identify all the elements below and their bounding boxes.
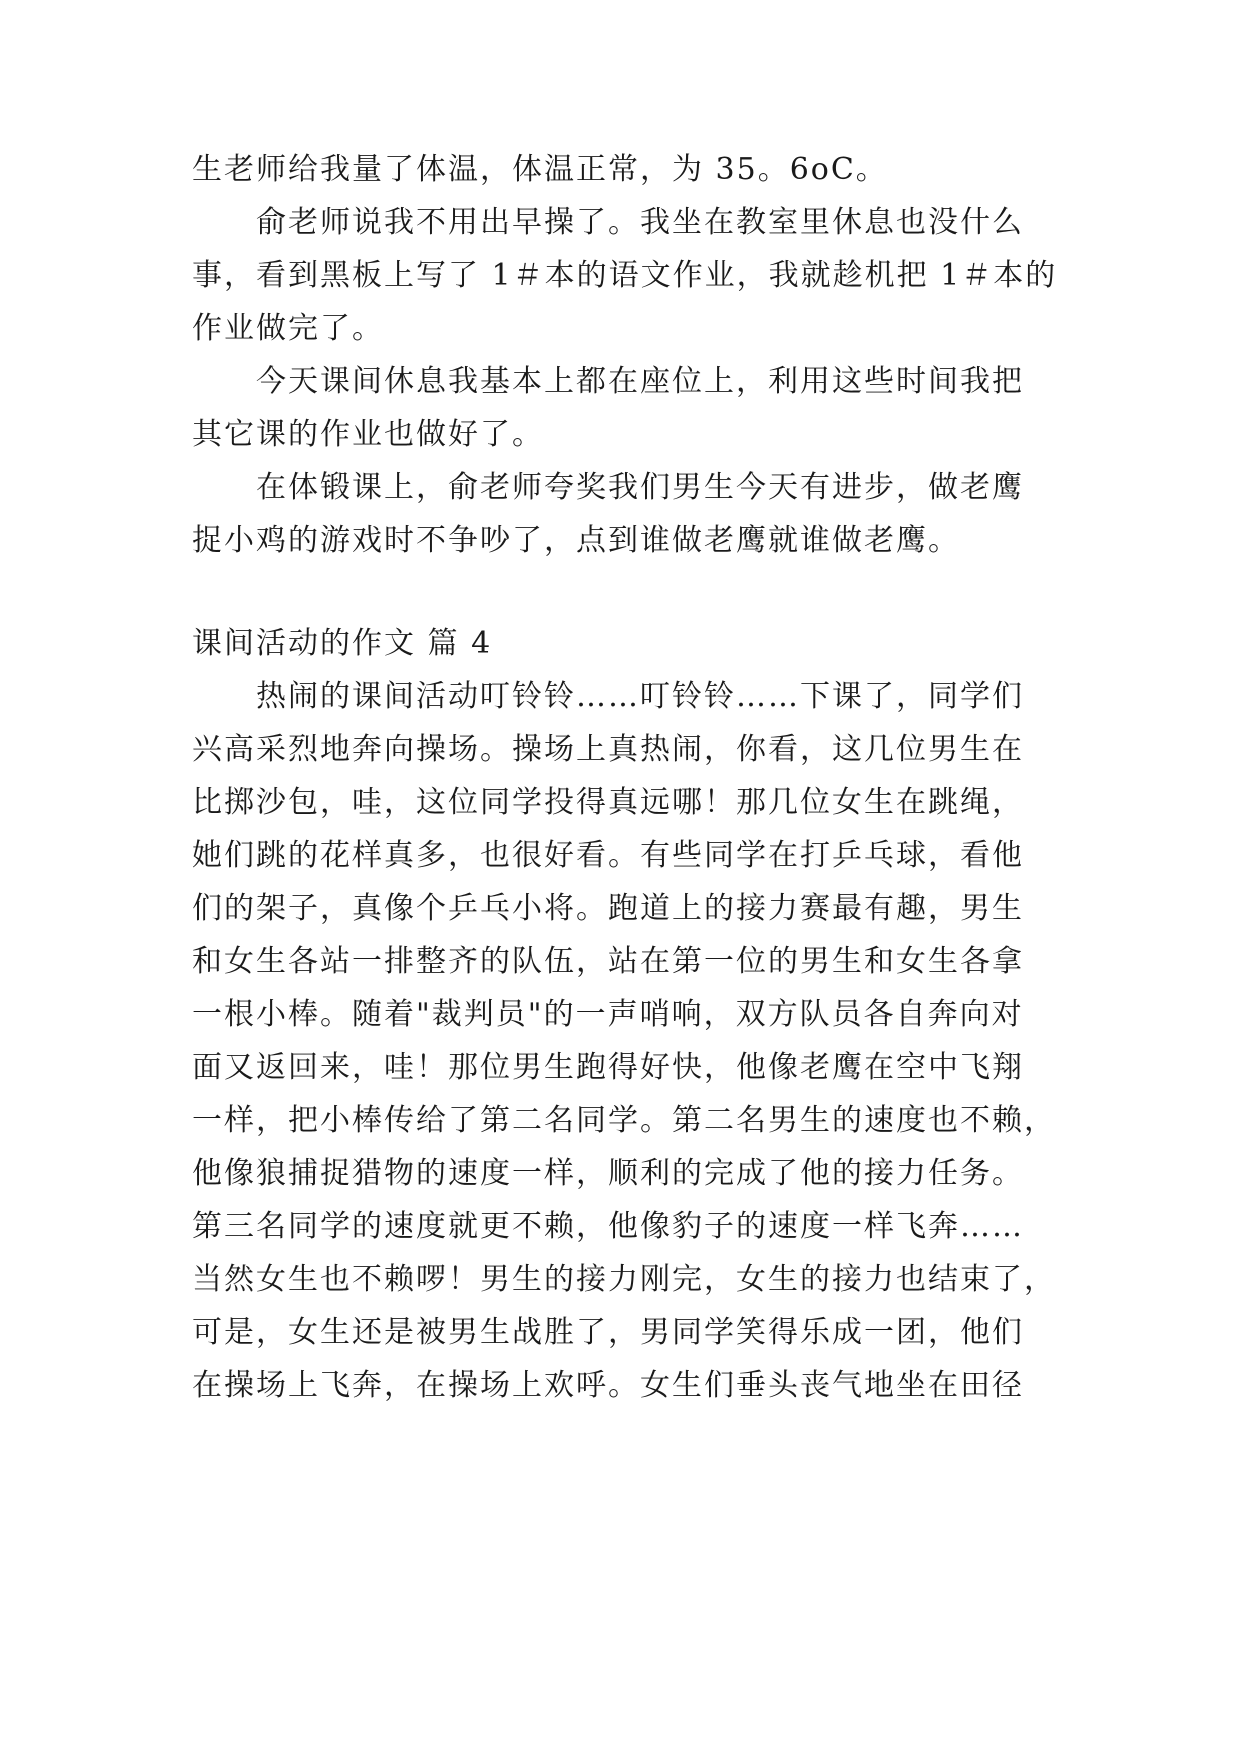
paragraph-line: 兴高采烈地奔向操场。操场上真热闹，你看，这几位男生在 <box>192 732 1024 767</box>
paragraph-line: 她们跳的花样真多，也很好看。有些同学在打乒乓球，看他 <box>192 838 1024 873</box>
paragraph-line: 可是，女生还是被男生战胜了，男同学笑得乐成一团，他们 <box>192 1315 1024 1350</box>
paragraph-line: 当然女生也不赖啰！男生的接力刚完，女生的接力也结束了， <box>192 1262 1056 1297</box>
paragraph-line: 和女生各站一排整齐的队伍，站在第一位的男生和女生各拿 <box>192 944 1024 979</box>
paragraph-line: 生老师给我量了体温，体温正常，为 35。6oC。 <box>192 152 888 187</box>
paragraph-line: 一样，把小棒传给了第二名同学。第二名男生的速度也不赖， <box>192 1103 1056 1138</box>
paragraph-line: 其它课的作业也做好了。 <box>192 417 544 452</box>
paragraph-line: 俞老师说我不用出早操了。我坐在教室里休息也没什么 <box>256 205 1024 240</box>
paragraph-line: 他像狼捕捉猎物的速度一样，顺利的完成了他的接力任务。 <box>192 1156 1024 1191</box>
paragraph-line: 事，看到黑板上写了 1＃本的语文作业，我就趁机把 1＃本的 <box>192 258 1058 293</box>
paragraph-line: 在操场上飞奔，在操场上欢呼。女生们垂头丧气地坐在田径 <box>192 1368 1024 1403</box>
paragraph-line: 在体锻课上，俞老师夸奖我们男生今天有进步，做老鹰 <box>256 470 1024 505</box>
paragraph-line: 们的架子，真像个乒乓小将。跑道上的接力赛最有趣，男生 <box>192 891 1024 926</box>
paragraph-line: 热闹的课间活动叮铃铃……叮铃铃……下课了，同学们 <box>256 679 1024 714</box>
paragraph-line: 今天课间休息我基本上都在座位上，利用这些时间我把 <box>256 364 1024 399</box>
paragraph-line: 一根小棒。随着"裁判员"的一声哨响，双方队员各自奔向对 <box>192 997 1024 1032</box>
paragraph-line: 作业做完了。 <box>192 311 384 346</box>
paragraph-line: 第三名同学的速度就更不赖，他像豹子的速度一样飞奔…… <box>192 1209 1024 1244</box>
paragraph-line: 比掷沙包，哇，这位同学投得真远哪！那几位女生在跳绳， <box>192 785 1024 820</box>
section-heading: 课间活动的作文 篇 4 <box>192 626 493 661</box>
paragraph-line: 面又返回来，哇！那位男生跑得好快，他像老鹰在空中飞翔 <box>192 1050 1024 1085</box>
paragraph-line: 捉小鸡的游戏时不争吵了，点到谁做老鹰就谁做老鹰。 <box>192 523 960 558</box>
